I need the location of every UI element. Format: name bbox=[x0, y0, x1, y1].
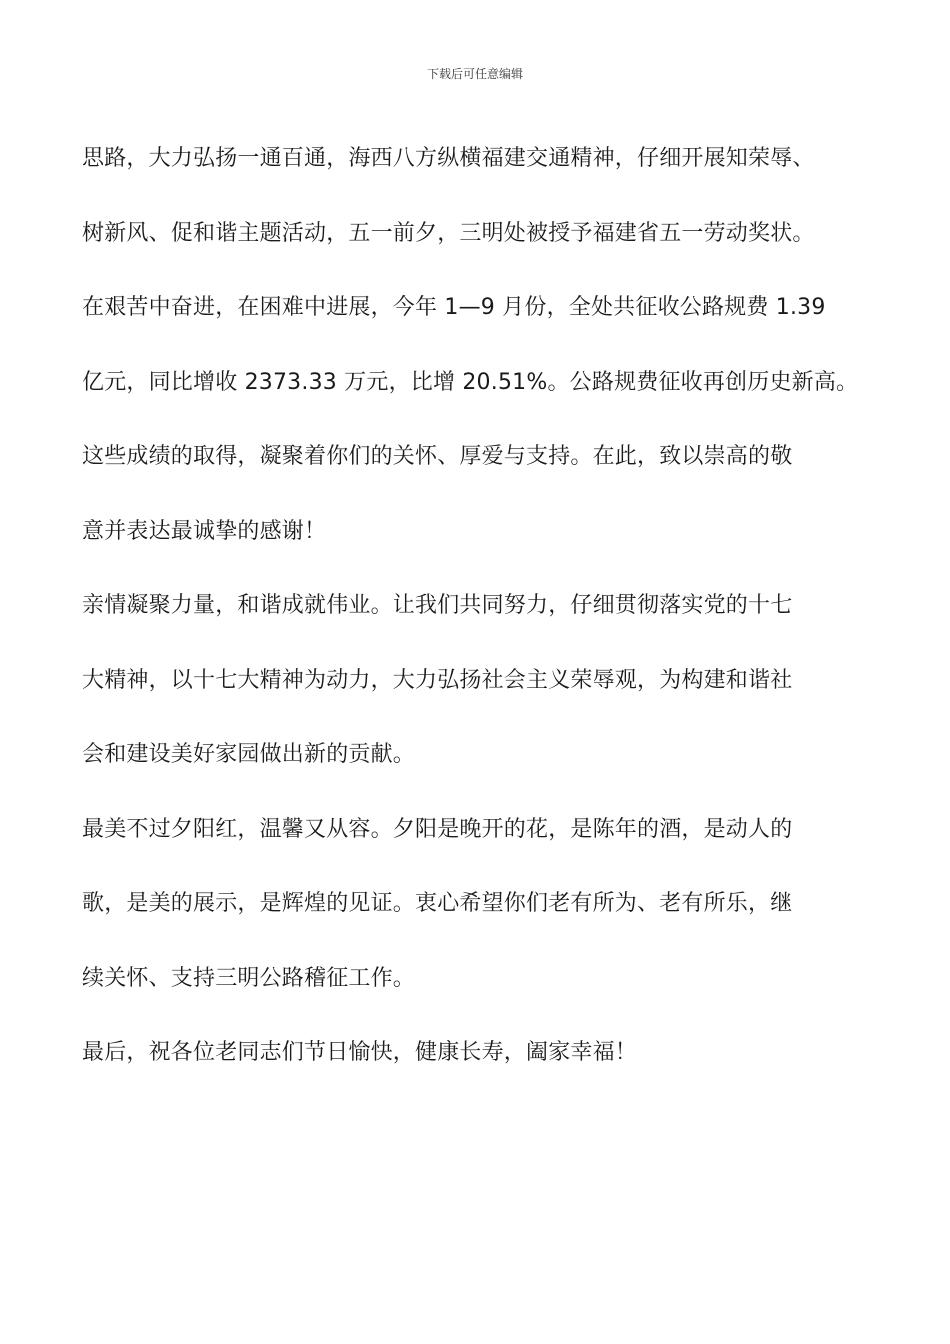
text-line: 续关怀、支持三明公路稽征工作。 bbox=[82, 965, 416, 991]
text-line: 最后，祝各位老同志们节日愉快，健康长寿，阖家幸福！ bbox=[82, 1040, 638, 1065]
document-body bbox=[82, 122, 882, 1091]
text-line: 亿元，同比增收 2373.33 万元，比增 20.51%。公路规费征收再创历史新高。 bbox=[82, 369, 859, 395]
text-line: 在艰苦中奋进，在困难中进展，今年 1—9 月份，全处共征收公路规费 1.39 bbox=[82, 295, 826, 320]
text-line: 亲情凝聚力量，和谐成就伟业。让我们共同努力，仔细贯彻落实党的十七 bbox=[82, 593, 793, 618]
text-line: 歌，是美的展示，是辉煌的见证。衷心希望你们老有所为、老有所乐，继 bbox=[82, 891, 793, 916]
paragraph-achievements bbox=[82, 122, 882, 569]
text-line: 意并表达最诚挚的感谢！ bbox=[82, 518, 327, 544]
text-line: 最美不过夕阳红，温馨又从容。夕阳是晚开的花，是陈年的酒，是动人的 bbox=[82, 816, 793, 842]
text-line: 会和建设美好家园做出新的贡献。 bbox=[82, 742, 416, 767]
text-line: 大精神，以十七大精神为动力，大力弘扬社会主义荣辱观，为构建和谐社 bbox=[82, 667, 793, 693]
paragraph-sunset bbox=[82, 793, 882, 1017]
page-header: 下载后可任意编辑 bbox=[426, 67, 523, 81]
paragraph-harmony bbox=[82, 569, 882, 793]
text-line: 思路，大力弘扬一通百通，海西八方纵横福建交通精神，仔细开展知荣辱、 bbox=[82, 146, 815, 171]
text-line: 这些成绩的取得，凝聚着你们的关怀、厚爱与支持。在此，致以崇高的敬 bbox=[82, 444, 793, 469]
paragraph-closing bbox=[82, 1016, 882, 1091]
text-line: 树新风、促和谐主题活动，五一前夕，三明处被授予福建省五一劳动奖状。 bbox=[82, 220, 815, 246]
